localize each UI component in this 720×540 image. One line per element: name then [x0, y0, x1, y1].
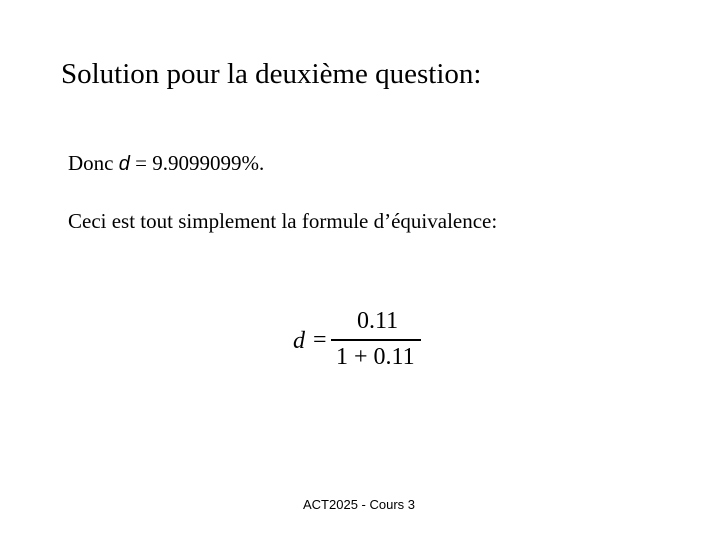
slide-title: Solution pour la deuxième question: — [61, 58, 482, 90]
result-value: = 9.9099099%. — [129, 151, 265, 175]
slide-footer: ACT2025 - Cours 3 — [303, 497, 415, 512]
result-line — [68, 150, 264, 177]
fraction-bar — [331, 339, 421, 341]
explanation-text: Ceci est tout simplement la formule d’équivalence: — [68, 209, 498, 233]
result-variable: d — [118, 153, 130, 175]
equivalence-formula — [293, 307, 433, 373]
formula-equals: = — [313, 327, 327, 353]
result-prefix: Donc — [68, 151, 119, 175]
formula-lhs: d — [293, 328, 305, 354]
formula-denominator: 1 + 0.11 — [336, 344, 415, 370]
formula-numerator: 0.11 — [357, 308, 399, 334]
